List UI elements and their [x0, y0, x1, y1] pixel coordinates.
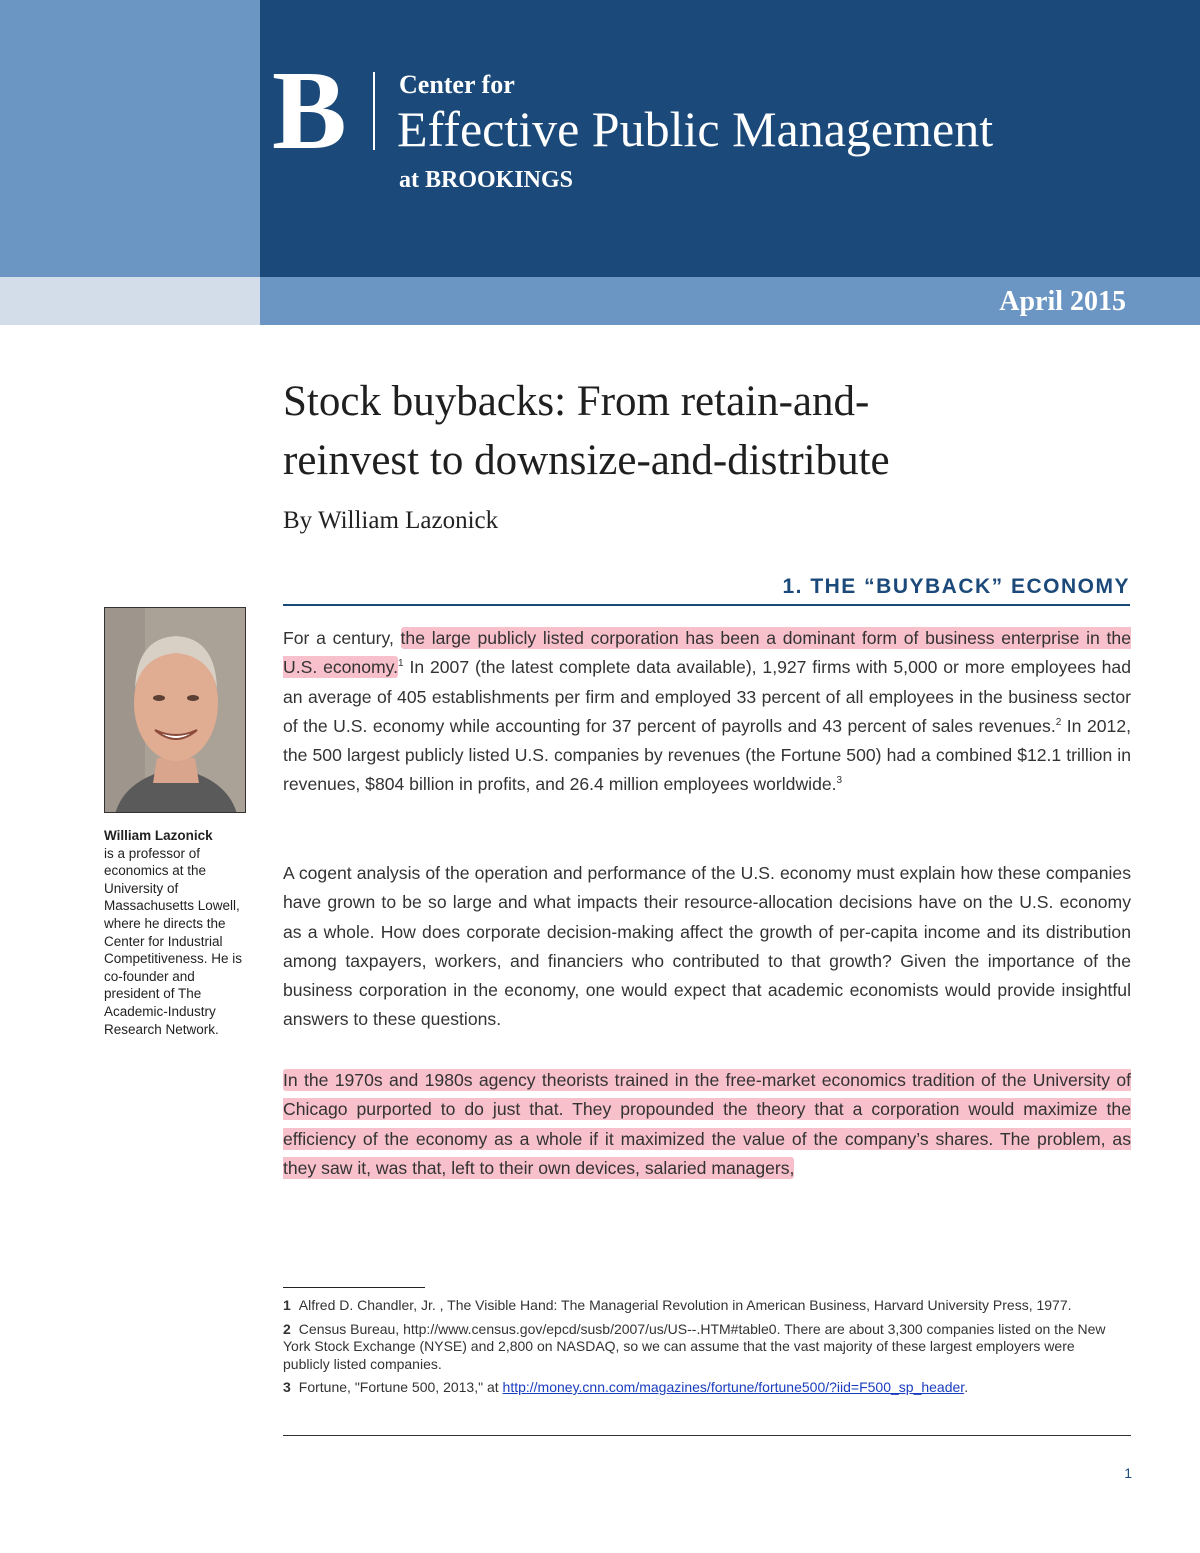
footnote-ref-1[interactable]: 1	[398, 658, 404, 670]
footnote-number: 3	[283, 1379, 291, 1395]
author-photo	[104, 607, 246, 813]
footnotes	[283, 1297, 1113, 1403]
footnote	[283, 1379, 1113, 1397]
p1-middle: In 2007 (the latest complete data available), 1,927 firms with 5,000 or more employees had an average of 405 establishments per firm and employed 33 percent of all employees in the business sector of the U.S. economy while accounting for 37 percent of payrolls and 43 percent of sales revenues.	[283, 657, 1131, 736]
paragraph-3	[283, 1066, 1131, 1183]
p1-tail: In 2012, the 500 largest publicly listed U.S. companies by revenues (the Fortune 500) had a combined $12.1 trillion in revenues, $804 billion in profits, and 26.4 million employees worldwide.	[283, 715, 1131, 795]
author-bio	[104, 827, 244, 1038]
footnote-rule	[283, 1287, 425, 1288]
title-line2: reinvest to downsize-and-distribute	[283, 437, 890, 484]
banner-left-strip	[0, 277, 260, 325]
publication-date: April 2015	[999, 286, 1126, 317]
footnote-text: Alfred D. Chandler, Jr. , The Visible Hand: The Managerial Revolution in American Business, Harvard University Press, 1977.	[298, 1297, 1072, 1313]
footnote-number: 1	[283, 1297, 291, 1313]
highlighted-text[interactable]: In the 1970s and 1980s agency theorists trained in the free-market economics tradition of the University of Chicago purported to do just that. They propounded the theory that a corporation would maximize the efficiency of the economy as a whole if it maximized the value of the company’s shares. The problem, as they saw it, was that, left to their own devices, salaried managers,	[283, 1070, 1131, 1178]
brookings-logo-letter: B	[272, 49, 347, 173]
footnote-ref-2[interactable]: 2	[1055, 717, 1062, 729]
bottom-rule	[283, 1435, 1131, 1436]
paragraph-2: A cogent analysis of the operation and performance of the U.S. economy must explain how these companies have grown to be so large and what impacts their resource-allocation decisions have on the U.S. economy as a whole. How does corporate decision-making affect the growth of per-capita income and its distribution among taxpayers, workers, and financiers who contributed to that growth? Given the importance of the business corporation in the economy, one would expect that academic economists would provide insightful answers to these questions.	[283, 863, 1131, 1030]
org-name-line3: at BROOKINGS	[399, 167, 574, 193]
byline: By William Lazonick	[283, 507, 499, 534]
section-rule	[283, 604, 1130, 606]
paragraph-1	[283, 624, 1131, 800]
author-name: William Lazonick	[104, 828, 213, 843]
footnote-text-end: .	[964, 1379, 969, 1395]
highlighted-text[interactable]: the large publicly listed corporation has been a dominant form of business enterprise in the U.S. economy.	[283, 628, 1131, 678]
section-heading: 1. THE “BUYBACK” ECONOMY	[782, 575, 1130, 598]
footnote-number: 2	[283, 1320, 291, 1337]
page-title	[283, 372, 1143, 490]
org-name-line1: Center for	[399, 70, 515, 99]
banner-left-block	[0, 0, 260, 277]
logo-divider	[373, 72, 375, 150]
footnote-text: Census Bureau, http://www.census.gov/epcd/susb/2007/us/US--.HTM#table0. There are about 3,300 companies listed on the New York Stock Exchange (NYSE) and 2,800 on NASDAQ, so we can assume that the vast majority of these largest employers were publicly listed companies.	[283, 1320, 1106, 1372]
fortune-link[interactable]: http://money.cnn.com/magazines/fortune/fortune500/?iid=F500_sp_header	[502, 1379, 965, 1395]
title-line1: Stock buybacks: From retain-and-	[283, 378, 870, 425]
page-number: 1	[1124, 1465, 1132, 1481]
author-portrait-icon	[105, 608, 246, 813]
footnote-ref-3[interactable]: 3	[836, 775, 843, 787]
p1-lead: For a century,	[283, 628, 401, 648]
footnote	[283, 1297, 1113, 1315]
footnote-text: Fortune, "Fortune 500, 2013," at	[298, 1379, 503, 1395]
author-bio-text: is a professor of economics at the University of Massachusetts Lowell, where he directs the Center for Industrial Competitiveness. He is co-founder and president of The Academic-Industry Research Network.	[104, 845, 243, 1037]
org-name-line2: Effective Public Management	[397, 101, 994, 157]
footnote	[283, 1321, 1113, 1374]
